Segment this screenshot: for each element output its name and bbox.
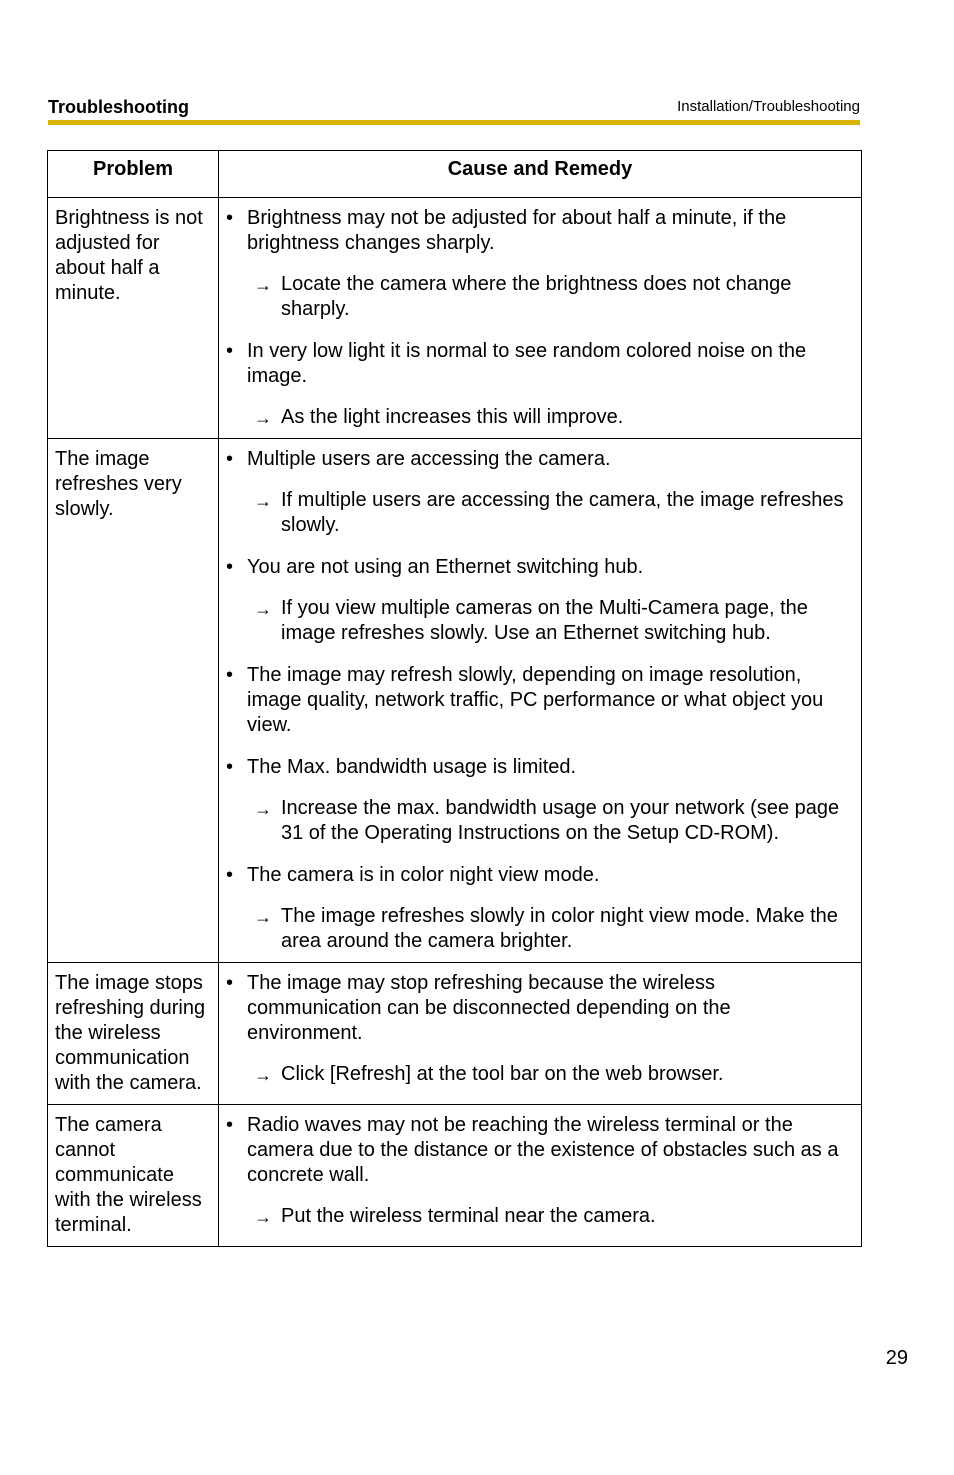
remedy-item: [226, 272, 851, 322]
table-header-row: [48, 151, 862, 198]
cause-item: [226, 206, 851, 256]
remedy-text: If multiple users are accessing the camera, the image refreshes slowly.: [281, 489, 844, 536]
problem-cell: Brightness is not adjusted for about half a minute.: [48, 198, 219, 439]
cause-item: [226, 1113, 851, 1188]
remedy-item: [226, 596, 851, 646]
table-row: [48, 198, 862, 439]
cause-remedy-cell: [219, 1105, 862, 1247]
cause-text: The image may refresh slowly, depending on image resolution, image quality, network traffic, PC performance or what object you view.: [247, 664, 824, 736]
cause-item: [226, 663, 851, 738]
header-divider: [48, 120, 860, 125]
section-title: Troubleshooting: [48, 97, 189, 117]
page-number: 29: [885, 1347, 908, 1369]
arrow-right-icon: →: [254, 599, 272, 619]
remedy-text: If you view multiple cameras on the Multi-Camera page, the image refreshes slowly. Use an Ethernet switching hub.: [281, 597, 808, 644]
remedy-item: [226, 1204, 851, 1229]
bullet-icon: •: [226, 864, 234, 886]
cause-item: [226, 447, 851, 472]
remedy-item: [226, 405, 851, 430]
arrow-right-icon: →: [254, 408, 272, 428]
cause-text: Brightness may not be adjusted for about half a minute, if the brightness changes sharply.: [247, 207, 787, 254]
problem-cell: The image stops refreshing during the wireless communication with the camera.: [48, 963, 219, 1105]
arrow-right-icon: →: [254, 1207, 272, 1227]
cause-text: Radio waves may not be reaching the wireless terminal or the camera due to the distance or the existence of obstacles such as a concrete wall.: [247, 1114, 839, 1186]
bullet-icon: •: [226, 756, 234, 778]
cause-item: [226, 755, 851, 780]
column-header-cause-remedy: Cause and Remedy: [219, 151, 862, 198]
remedy-item: [226, 1062, 851, 1087]
table-row: [48, 439, 862, 963]
arrow-right-icon: →: [254, 1065, 272, 1085]
remedy-item: [226, 796, 851, 846]
table-row: [48, 963, 862, 1105]
bullet-icon: •: [226, 664, 234, 686]
arrow-right-icon: →: [254, 799, 272, 819]
cause-remedy-cell: [219, 439, 862, 963]
cause-text: The image may stop refreshing because the wireless communication can be disconnected depending on the environment.: [247, 972, 731, 1044]
cause-text: Multiple users are accessing the camera.: [247, 448, 611, 470]
problem-cell: The camera cannot communicate with the wireless terminal.: [48, 1105, 219, 1247]
problem-cell: The image refreshes very slowly.: [48, 439, 219, 963]
remedy-text: Locate the camera where the brightness does not change sharply.: [281, 273, 792, 320]
remedy-text: The image refreshes slowly in color night view mode. Make the area around the camera brighter.: [281, 905, 838, 952]
bullet-icon: •: [226, 340, 234, 362]
cause-text: In very low light it is normal to see random colored noise on the image.: [247, 340, 807, 387]
bullet-icon: •: [226, 972, 234, 994]
cause-item: [226, 863, 851, 888]
cause-text: You are not using an Ethernet switching hub.: [247, 556, 644, 578]
arrow-right-icon: →: [254, 907, 272, 927]
bullet-icon: •: [226, 556, 234, 578]
cause-remedy-cell: [219, 198, 862, 439]
remedy-item: [226, 904, 851, 954]
cause-text: The camera is in color night view mode.: [247, 864, 600, 886]
cause-text: The Max. bandwidth usage is limited.: [247, 756, 577, 778]
cause-item: [226, 555, 851, 580]
remedy-text: Click [Refresh] at the tool bar on the web browser.: [281, 1063, 724, 1085]
remedy-text: Put the wireless terminal near the camera.: [281, 1205, 656, 1227]
table-row: [48, 1105, 862, 1247]
arrow-right-icon: →: [254, 491, 272, 511]
cause-remedy-cell: [219, 963, 862, 1105]
cause-item: [226, 339, 851, 389]
remedy-text: Increase the max. bandwidth usage on your network (see page 31 of the Operating Instructions on the Setup CD-ROM).: [281, 797, 840, 844]
arrow-right-icon: →: [254, 275, 272, 295]
bullet-icon: •: [226, 207, 234, 229]
bullet-icon: •: [226, 448, 234, 470]
bullet-icon: •: [226, 1114, 234, 1136]
cause-item: [226, 971, 851, 1046]
remedy-text: As the light increases this will improve.: [281, 406, 624, 428]
remedy-item: [226, 488, 851, 538]
chapter-title: Installation/Troubleshooting: [677, 98, 860, 115]
column-header-problem: Problem: [48, 151, 219, 198]
troubleshooting-table: [47, 150, 862, 1247]
